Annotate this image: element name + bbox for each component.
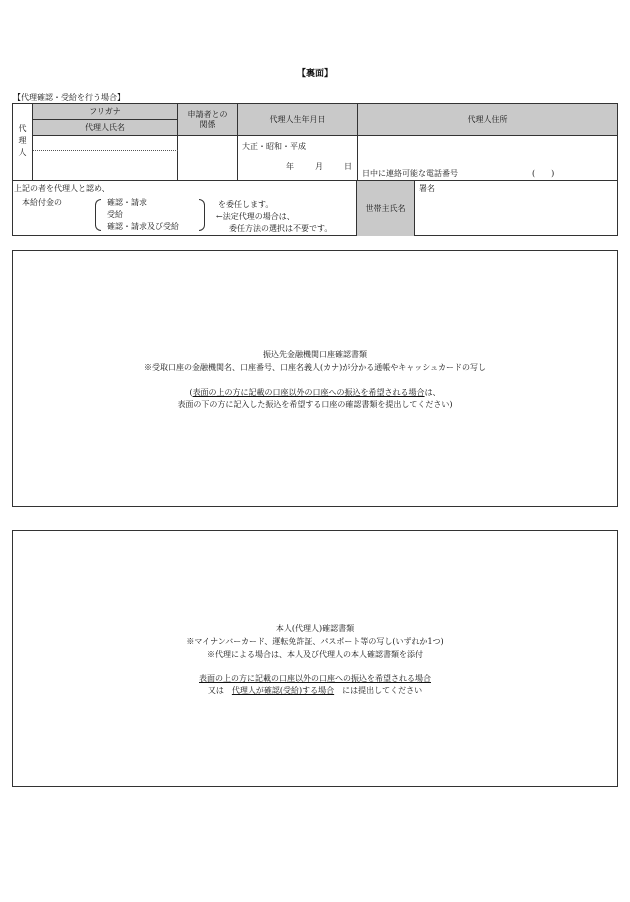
delegation-line1: 上記の者を代理人と認め、 — [14, 184, 110, 193]
birth-eras: 大正・昭和・平成 — [242, 142, 306, 151]
furigana-header-label: フリガナ — [89, 107, 121, 116]
name-header-label: 代理人氏名 — [85, 123, 125, 132]
relation-header-label: 申請者との関係 — [187, 109, 228, 129]
relation-header — [178, 104, 238, 136]
id-or-label: 又は — [207, 686, 224, 695]
delegate-text: を委任します。 — [218, 200, 274, 209]
furigana-divider — [33, 150, 178, 151]
agent-form — [12, 103, 618, 236]
address-header-label: 代理人住所 — [467, 115, 508, 124]
id-box-condition-1: 表面の上の方に記載の口座以外の口座への振込を希望される場合 — [199, 674, 431, 683]
legal-note-1: ←法定代理の場合は、 — [216, 212, 295, 221]
name-header — [33, 120, 178, 136]
furigana-header — [33, 104, 178, 120]
agent-label-cell — [13, 104, 33, 181]
bank-box-note: ※受取口座の金融機関名、口座番号、口座名義人(カナ)が分かる通帳やキャッシュカードの写し — [143, 363, 487, 372]
signature-label: 署名 — [419, 184, 435, 193]
bank-box-condition — [13, 387, 617, 399]
birth-month-label: 月 — [315, 162, 323, 171]
delegation-cell — [13, 181, 357, 236]
option-receive[interactable]: 受給 — [107, 210, 123, 219]
id-submit-instruction: には提出してください — [342, 686, 423, 695]
relation-field[interactable] — [178, 136, 238, 181]
birth-day-label: 日 — [344, 162, 352, 171]
id-box-note-2: ※代理による場合は、本人及び代理人の本人確認書類を添付 — [207, 650, 423, 659]
phone-label: 日中に連絡可能な電話番号 — [362, 169, 458, 178]
id-box-condition-2 — [13, 685, 617, 697]
bank-box-instruction: 表面の下の方に記入した振込を希望する口座の確認書類を提出してください) — [177, 400, 453, 409]
address-field[interactable] — [358, 136, 617, 181]
id-document-box — [12, 530, 618, 787]
bank-document-box — [12, 250, 618, 507]
signature-field[interactable] — [415, 181, 617, 236]
id-agent-condition: 代理人が確認(受給)する場合 — [231, 686, 335, 695]
page-title: 【裏面】 — [296, 69, 333, 79]
bank-condition-underlined: 表面の上の方に記載の口座以外の口座への振込を希望される場合 — [192, 388, 425, 397]
birthdate-field[interactable] — [238, 136, 358, 181]
address-header — [358, 104, 617, 136]
id-box-title: 本人(代理人)確認書類 — [275, 624, 355, 633]
legal-note-2: 委任方法の選択は不要です。 — [229, 224, 333, 233]
right-brace-icon — [199, 199, 205, 231]
phone-area-paren: ( ) — [532, 169, 555, 178]
birthdate-header — [238, 104, 358, 136]
householder-label: 世帯主氏名 — [365, 204, 406, 213]
bank-paren-open: ( — [189, 388, 193, 397]
householder-header — [357, 181, 415, 236]
delegation-benefit: 本給付金の — [22, 198, 62, 207]
birth-year-label: 年 — [286, 162, 294, 171]
left-brace-icon — [95, 199, 101, 231]
agent-name-field[interactable] — [33, 136, 178, 181]
bank-box-title: 振込先金融機関口座確認書類 — [263, 350, 367, 359]
bank-condition-suffix: は、 — [424, 388, 441, 397]
section-title: 【代理確認・受給を行う場合】 — [13, 93, 125, 102]
option-confirm-request[interactable]: 確認・請求 — [107, 198, 147, 207]
birthdate-header-label: 代理人生年月日 — [269, 115, 326, 124]
option-confirm-request-receive[interactable]: 確認・請求及び受給 — [107, 222, 179, 231]
agent-label: 代理人 — [18, 124, 27, 160]
id-box-note-1: ※マイナンバーカード、運転免許証、パスポート等の写し(いずれか1つ) — [186, 637, 444, 646]
